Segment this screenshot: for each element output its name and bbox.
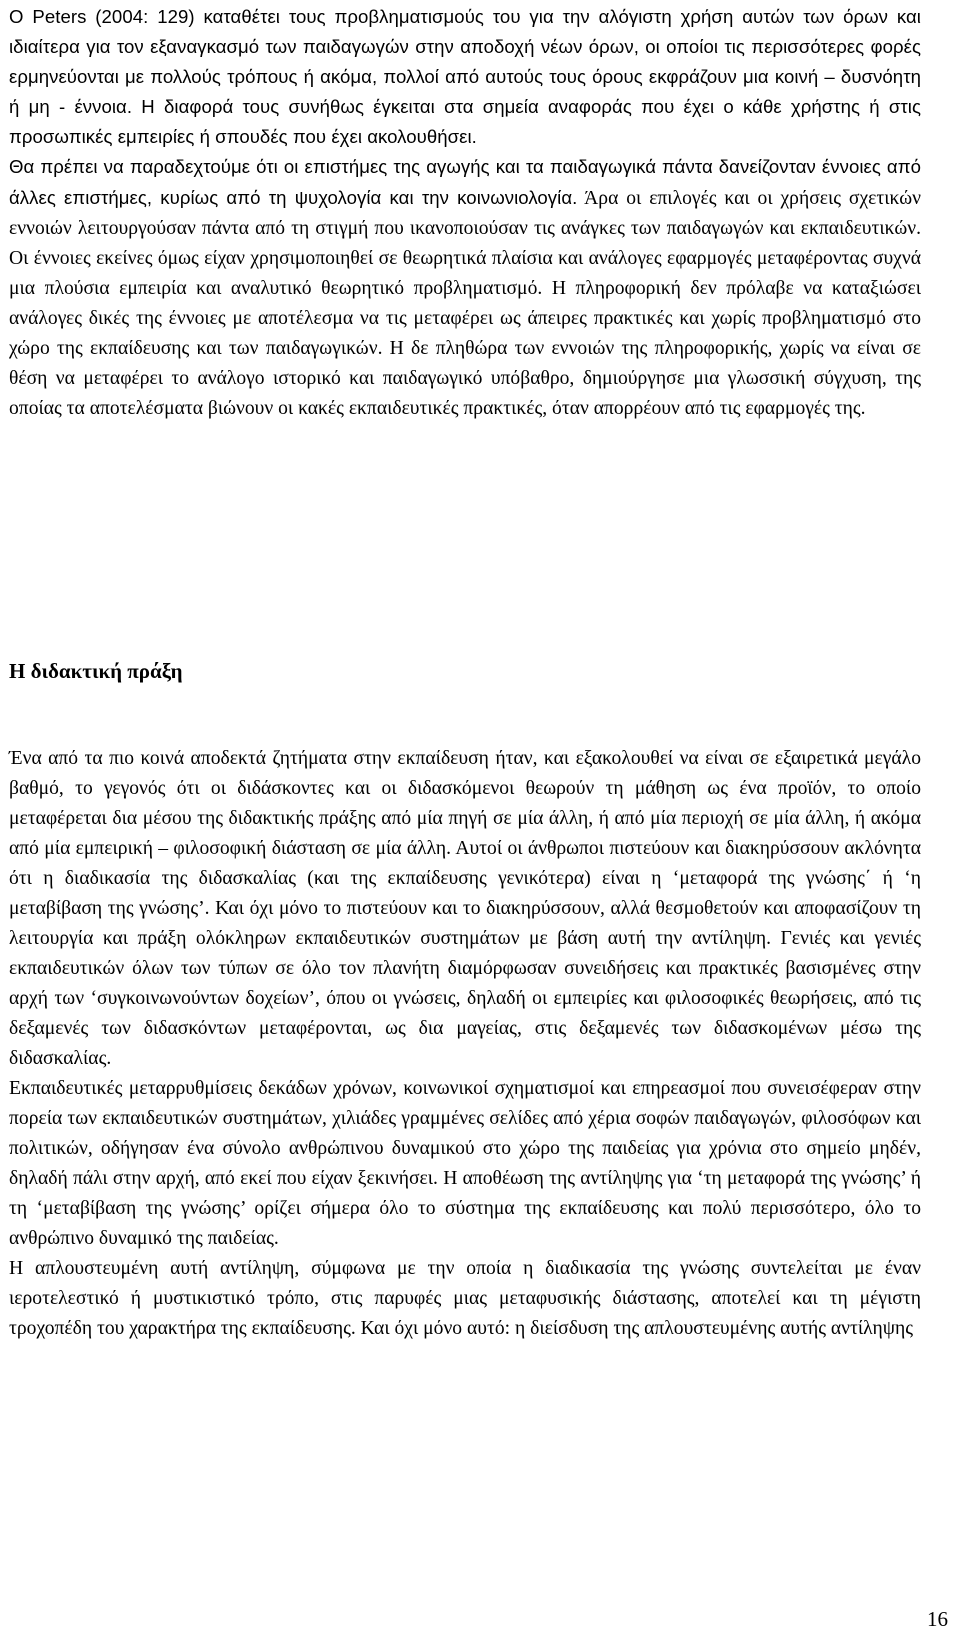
paragraph-borrowed-concepts-sans: Θα πρέπει να παραδεχτούμε ότι οι επιστήμες της αγωγής και τα παιδαγωγικά πάντα δανείζονταν έννοιες από άλλες επιστήμες, κυρίως από τη ψυχολογία και την κοινωνιολογία. xyxy=(9,156,921,208)
section-heading: Η διδακτική πράξη xyxy=(9,659,183,683)
section-one xyxy=(9,2,921,424)
section-two xyxy=(9,744,921,1344)
paragraph-borrowed-concepts xyxy=(9,152,921,424)
page-number: 16 xyxy=(927,1607,948,1631)
document-page xyxy=(9,0,921,1643)
paragraph-knowledge-transfer: Ένα από τα πιο κοινά αποδεκτά ζητήματα στην εκπαίδευση ήταν, και εξακολουθεί να είναι σε εξαιρετικά μεγάλο βαθμό, το γεγονός ότι οι διδάσκοντες και οι διδασκόμενοι θεωρούν τη μάθηση ως ένα προϊόν, το οποίο μεταφέρεται δια μέσου της διδακτικής πράξης από μία πηγή σε μία άλλη, ή από μία περιοχή σε μία άλλη, ή ακόμα από μία εμπειρική – φιλοσοφική διάσταση σε μία άλλη. Αυτοί οι άνθρωποι πιστεύουν και διακηρύσσουν ακλόνητα ότι η διαδικασία της διδασκαλίας (και της εκπαίδευσης γενικότερα) είναι η ‘μεταφορά της γνώσης΄ ή ‘η μεταβίβαση της γνώσης’. Και όχι μόνο το πιστεύουν και το διακηρύσσουν, αλλά θεσμοθετούν και αποφασίζουν τη λειτουργία και πράξη ολόκληρων εκπαιδευτικών συστημάτων με βάση αυτή την αντίληψη. Γενιές και γενιές εκπαιδευτικών όλων των τύπων σε όλο τον πλανήτη διαμόρφωσαν συνειδήσεις και πρακτικές βασισμένες στην αρχή των ‘συγκοινωνούντων δοχείων’, όπου οι γνώσεις, δηλαδή οι εμπειρίες και φιλοσοφικές θεωρήσεις, από τις δεξαμενές των διδασκόντων μεταφέρονται, ως δια μαγείας, στις δεξαμενές των διδασκομένων μέσω της διδασκαλίας. xyxy=(9,748,921,1069)
paragraph-borrowed-concepts-serif: Άρα οι επιλογές και οι χρήσεις σχετικών εννοιών λειτουργούσαν πάντα από τη στιγμή που ικανοποιούσαν τις ανάγκες των παιδαγωγών και εκπαιδευτικών. Οι έννοιες εκείνες όμως είχαν χρησιμοποιηθεί σε θεωρητικά πλαίσια και ανάλογες εφαρμογές μεταφέροντας συχνά μια πλούσια εμπειρία και αναλυτικό θεωρητικό προβληματισμό. Η πληροφορική δεν πρόλαβε να καταξιώσει ανάλογες δικές της έννοιες με αποτέλεσμα να τις μεταφέρει ως άπειρες πρακτικές και χωρίς προβληματισμό στο χώρο της εκπαίδευσης και των παιδαγωγικών. Η δε πληθώρα των εννοιών της πληροφορικής, χωρίς να είναι σε θέση να μεταφέρει το ανάλογο ιστορικό και παιδαγωγικό υπόβαθρο, δημιούργησε μια γλωσσική σύγχυση, της οποίας τα αποτελέσματα βιώνουν οι κακές εκπαιδευτικές πρακτικές, όταν απορρέουν από τις εφαρμογές της. xyxy=(9,188,921,419)
paragraph-peters: O Peters (2004: 129) καταθέτει τους προβληματισμούς του για την αλόγιστη χρήση αυτών των όρων και ιδιαίτερα για τον εξαναγκασμό των παιδαγωγών στην αποδοχή νέων όρων, οι οποίοι τις περισσότερες φορές ερμηνεύονται με πολλούς τρόπους ή ακόμα, πολλοί από αυτούς τους όρους εκφράζουν μια κοινή – δυσνόητη ή μη - έννοια. Η διαφορά τους συνήθως έγκειται στα σημεία αναφοράς που έχει ο κάθε χρήστης ή στις προσωπικές εμπειρίες ή σπουδές που έχει ακολουθήσει. xyxy=(9,6,921,147)
paragraph-simplified-view: Η απλουστευμένη αυτή αντίληψη, σύμφωνα με την οποία η διαδικασία της γνώσης συντελείται με έναν ιεροτελεστικό ή μυστικιστικό τρόπο, στις παρυφές μιας μεταφυσικής διάστασης, αποτελεί και τη μέγιστη τροχοπέδη του χαρακτήρα της εκπαίδευσης. Και όχι μόνο αυτό: η διείσδυση της απλουστευμένης αυτής αντίληψης xyxy=(9,1258,921,1339)
paragraph-reforms: Εκπαιδευτικές μεταρρυθμίσεις δεκάδων χρόνων, κοινωνικοί σχηματισμοί και επηρεασμοί που συνεισέφεραν στην πορεία των εκπαιδευτικών συστημάτων, χιλιάδες γραμμένες σελίδες από χέρια σοφών παιδαγωγών, φιλοσόφων και πολιτικών, οδήγησαν ένα σύνολο ανθρώπινου δυναμικού στο χώρο της παιδείας για χρόνια στο σημείο μηδέν, δηλαδή πάλι στην αρχή, από εκεί που είχαν ξεκινήσει. Η αποθέωση της αντίληψης για ‘τη μεταφορά της γνώσης’ ή τη ‘μεταβίβαση της γνώσης’ ορίζει σήμερα όλο το σύστημα της εκπαίδευσης και πολύ περισσότερο, όλο το ανθρώπινο δυναμικό της παιδείας. xyxy=(9,1078,921,1249)
